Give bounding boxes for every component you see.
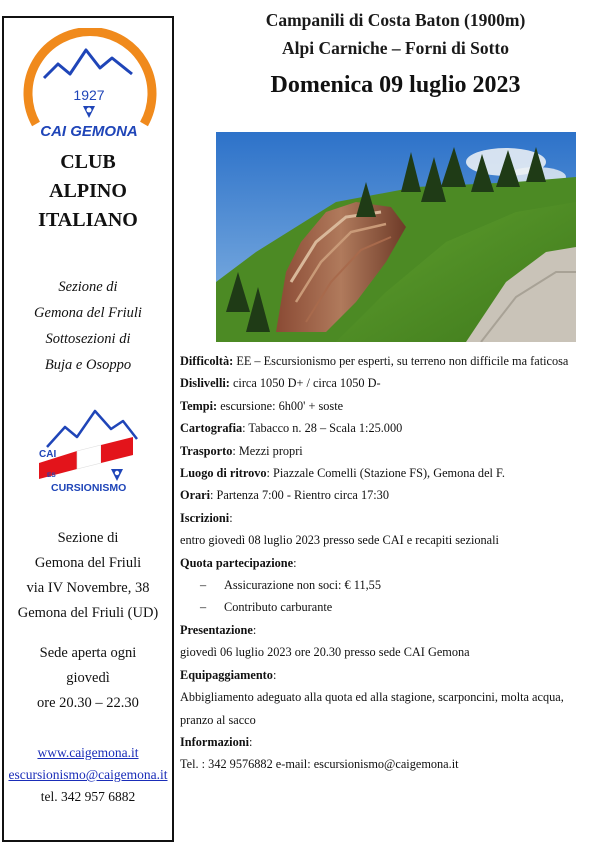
- detail-value: circa 1050 D+ / circa 1050 D-: [229, 376, 381, 391]
- detail-quota: [180, 552, 600, 574]
- detail-label: Presentazione: [180, 622, 253, 637]
- detail-informazioni: [180, 731, 600, 753]
- detail-value: escursione: 6h00' + soste: [217, 398, 344, 413]
- landscape-photo: [216, 132, 576, 342]
- club-line: ITALIANO: [38, 209, 138, 231]
- detail-colon: :: [272, 667, 277, 682]
- detail-value: : Piazzale Comelli (Stazione FS), Gemona del F.: [266, 466, 505, 481]
- phone-number: tel. 342 957 6882: [40, 789, 136, 804]
- detail-label: Orari: [180, 488, 211, 503]
- detail-value: : Partenza 7:00 - Rientro circa 17:30: [210, 488, 389, 503]
- esc-logo-word: CURSIONISMO: [51, 482, 127, 494]
- hours-line: Sede aperta ogni: [39, 645, 137, 661]
- club-title: [4, 148, 172, 235]
- event-details: [180, 350, 600, 776]
- detail-equipaggiamento: [180, 664, 600, 686]
- detail-colon: :: [229, 510, 233, 525]
- bullet-dash: –: [200, 578, 207, 593]
- quota-item: [180, 596, 600, 618]
- sezione-line: Buja e Osoppo: [44, 357, 132, 373]
- detail-label: Dislivelli:: [180, 376, 230, 391]
- quota-item: [180, 574, 600, 596]
- quota-item-text: Assicurazione non soci: € 11,55: [224, 578, 381, 593]
- escursionismo-logo: [31, 405, 149, 499]
- detail-value: : Tabacco n. 28 – Scala 1:25.000: [242, 421, 403, 436]
- detail-label: Luogo di ritrovo: [180, 466, 267, 481]
- detail-tempi: [180, 395, 600, 417]
- address-block: [4, 526, 172, 626]
- detail-value: : Mezzi propri: [232, 443, 303, 458]
- detail-orari: [180, 484, 600, 506]
- address-line: Gemona del Friuli: [34, 555, 142, 571]
- event-header: [180, 6, 611, 102]
- detail-label: Difficoltà:: [180, 354, 234, 368]
- detail-label: Informazioni: [180, 734, 249, 749]
- detail-iscrizioni: [180, 507, 600, 529]
- esc-logo-prefix: ES: [47, 472, 56, 479]
- sezione-block: [4, 274, 172, 378]
- detail-label: Iscrizioni: [180, 510, 230, 525]
- event-date: Domenica 09 luglio 2023: [270, 72, 521, 98]
- detail-label: Tempi:: [180, 398, 218, 413]
- event-title: Campanili di Costa Baton (1900m): [265, 10, 526, 30]
- detail-colon: :: [252, 622, 257, 637]
- detail-colon: :: [249, 734, 253, 749]
- detail-label: Quota partecipazione: [180, 555, 294, 570]
- bullet-dash: –: [200, 600, 207, 615]
- sezione-line: Gemona del Friuli: [34, 305, 142, 321]
- club-line: ALPINO: [49, 180, 127, 202]
- detail-label: Trasporto: [180, 443, 233, 458]
- detail-label: Cartografia: [180, 421, 243, 436]
- club-line: CLUB: [60, 151, 116, 173]
- contacts-block: [4, 742, 172, 808]
- sezione-line: Sezione di: [58, 279, 118, 295]
- hours-line: giovedì: [66, 670, 110, 686]
- cai-gemona-logo: [14, 28, 164, 143]
- address-line: via IV Novembre, 38: [26, 580, 150, 596]
- mountain-icon: [44, 50, 132, 78]
- opening-hours: [4, 641, 172, 716]
- logo-year: 1927: [73, 87, 105, 103]
- email-link[interactable]: escursionismo@caigemona.it: [8, 767, 168, 782]
- sezione-line: Sottosezioni di: [45, 331, 131, 347]
- cai-emblem-icon: [83, 106, 95, 118]
- detail-difficolta: [180, 350, 600, 372]
- hours-line: ore 20.30 – 22.30: [37, 695, 139, 711]
- event-subtitle: Alpi Carniche – Forni di Sotto: [281, 38, 510, 58]
- sidebar: [2, 16, 174, 842]
- detail-dislivelli: [180, 372, 600, 394]
- address-line: Sezione di: [57, 530, 119, 546]
- detail-cartografia: [180, 417, 600, 439]
- quota-item-text: Contributo carburante: [224, 600, 333, 615]
- detail-value: EE – Escursionismo per esperti, su terreno non difficile ma faticosa: [233, 354, 569, 368]
- detail-presentazione-value: giovedì 06 luglio 2023 ore 20.30 presso sede CAI Gemona: [180, 645, 470, 660]
- detail-label: Equipaggiamento: [180, 667, 273, 682]
- logo-name: CAI GEMONA: [40, 123, 138, 140]
- detail-informazioni-value: Tel. : 342 9576882 e-mail: escursionismo@caigemona.it: [180, 757, 459, 772]
- detail-trasporto: [180, 440, 600, 462]
- detail-ritrovo: [180, 462, 600, 484]
- address-line: Gemona del Friuli (UD): [17, 605, 159, 621]
- esc-logo-cai: CAI: [39, 449, 57, 460]
- detail-equipaggiamento-value: Abbigliamento adeguato alla quota ed alla stagione, scarponcini, molta acqua, pranzo al sacco: [180, 690, 564, 727]
- website-link[interactable]: www.caigemona.it: [37, 745, 139, 760]
- detail-iscrizioni-value: entro giovedì 08 luglio 2023 presso sede CAI e recapiti sezionali: [180, 533, 499, 548]
- detail-presentazione: [180, 619, 600, 641]
- detail-colon: :: [293, 555, 297, 570]
